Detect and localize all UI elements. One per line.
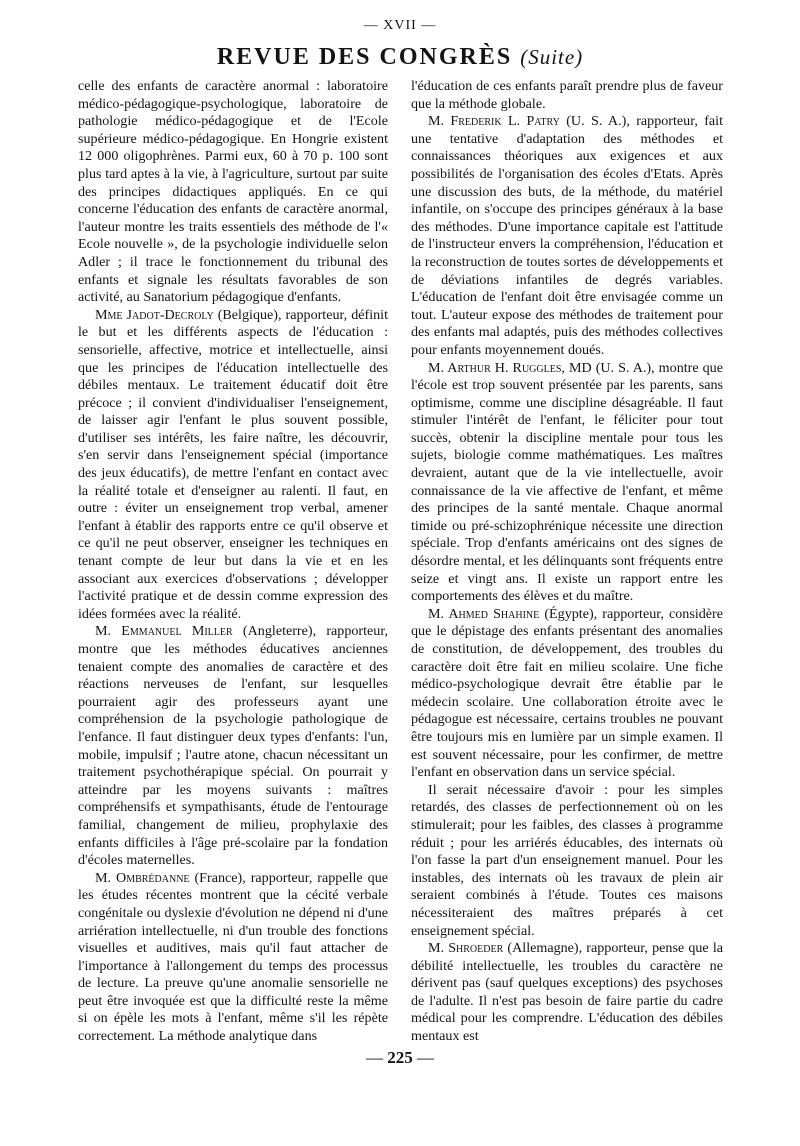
speaker-name: M. Arthur H. Ruggles [428,359,562,376]
paragraph-text: , MD (U. S. A.), montre que l'école est trop souvent présentée par les parents, sans optimisme, comme une discipline désagréable. Il faut stimuler l'intérêt de l'enfant, le féliciter pour tout succès, obtenir la discipline mentale pour tous les sujets, biologie comme mathématiques. Les maîtres devraient, autant que de la vie intellectuelle, avoir connaissance de la vie affective de l'enfant, et même des principes de la santé mentale. Chaque anormal timide ou pré-schizophrénique nécessite une direction spéciale. Trop d'enfants américains ont des signes de désordre mental, et les délinquants sont fréquents entre seize et vingt ans. Il existe un rapport entre les comportements des élèves et du maître. [411,359,723,605]
running-head [0,44,800,71]
paragraph [411,360,723,606]
right-column [411,78,723,1046]
folio-dash-left: — [366,1048,388,1067]
page-folio [0,1048,800,1068]
paragraph [78,623,388,869]
speaker-name: M. Emmanuel Miller [95,623,233,640]
paragraph-text: (Angleterre), rapporteur, montre que les méthodes éducatives anciennes tenaient compte des anomalies de caractère et des réactions nerveuses de l'enfant, sur lesquelles pourraient agir des professeurs ayant une compréhension de la psychologie pathologique de l'enfance. Il faut distinguer deux types d'enfants: l'un, mobile, impulsif ; l'autre atone, chacun nécessitant un traitement psychothérapique spécial. On pourrait y atteindre par les moyens suivants : maîtres compréhensifs et sympathisants, étude de l'entourage familial, changement de milieu, prophylaxie des enfants difficiles à l'âge pré-scolaire par la fondation d'écoles maternelles. [78,623,388,869]
paragraph: celle des enfants de caractère anormal : laboratoire médico-pédagogique-psychologique, laboratoire de pathologie médico-pédagogique et de l'Ecole supérieure médico-pédagogique. En Hongrie existent 12 000 oligophrènes. Parmi eux, 60 à 70 p. 100 sont plus tard aptes à la vie, à l'agriculture, surtout par suite des principes didactiques appliqués. En ce qui concerne l'éducation des enfants de caractère anormal, l'auteur montre les traits essentiels des méthode de l'« Ecole nouvelle », de la psychologie individuelle selon Adler ; il trace le fonctionnement du tribunal des enfants et signale les résultats favorables de son activité, au Sanatorium pédagogique d'enfants. [78,78,388,306]
paragraph-text: (France), rapporteur, rappelle que les études récentes montrent que la cécité verbale congénitale ou dyslexie d'évolution ne dépend ni d'une arriération intellectuelle, ni d'un trouble des fonctions visuelles et auditives, mais qu'il faut attacher de l'importance à l'allongement du temps des processus de lecture. La preuve qu'une anomalie sensorielle ne peut être invoquée est que la difficulté reste la même si on épèle les mots à l'enfant, même s'il les répète correctement. La méthode analytique dans [78,869,388,1045]
paragraph [411,113,723,359]
paragraph [78,307,388,624]
speaker-name: M. Frederik L. Patry [428,113,560,130]
running-head-suite: (Suite) [520,45,584,69]
speaker-name: Mme Jadot-Decroly [95,306,214,323]
paragraph: l'éducation de ces enfants paraît prendre plus de faveur que la méthode globale. [411,78,723,112]
paragraph-text: (Égypte), rapporteur, considère que le dépistage des enfants présentant des anomalies de constitution, de développement, des troubles du caractère doit être fait en milieu scolaire. Une fiche médico-psychologique devrait être établie par le médecin scolaire. Une collaboration étroite avec le pédagogue est nécessaire, certains troubles ne pouvant être toujours mis en lumière par un simple examen. Il est souvent nécessaire, pour les confirmer, de mettre l'enfant en observation dans un service spécial. [411,605,724,781]
paragraph: Il serait nécessaire d'avoir : pour les simples retardés, des classes de perfectionnement où on les stimulerait; pour les faibles, des classes à programme réduit ; pour les arriérés éducables, des internats où l'on fasse la part d'un enseignement manuel. Pour les instables, des internats où les travaux de plein air seraient combinés à l'étude. Toutes ces maisons nécessiteraient des maîtres préparés à cet enseignement spécial. [411,781,723,939]
paragraph [411,606,723,782]
speaker-name: M. Ombrédanne [95,869,190,886]
paragraph [78,870,388,1046]
paragraph-text: (U. S. A.), rapporteur, fait une tentative d'adaptation des méthodes et connaissances théoriques aux exigences et aux possibilités de l'organisation des écoles d'Etats. Après une discussion des buts, de la méthode, du matériel infantile, on s'occupe des principes généraux à la base des méthodes. D'une importance capitale est l'attitude de l'instructeur envers la compréhension, l'éducation et la reconstruction de toutes sortes de développements et de déviations infantiles de degrés variables. L'éducation de l'enfant doit être envisagée comme un tout. L'auteur expose des méthodes de traitement pour des enfants mal adaptés, puis des méthodes collectives pour enfants moyennement doués. [411,113,724,358]
speaker-name: M. Ahmed Shahine [428,605,540,622]
paragraph-text: (Allemagne), rapporteur, pense que la débilité intellectuelle, les troubles du caractère ne dérivent pas (sauf quelques exceptions) des psychoses de l'adulte. Il n'est pas besoin de faire partie du cadre médical pour les comprendre. L'éducation des débiles mentaux est [411,940,723,1045]
paragraph-text: (Belgique), rapporteur, définit le but et les différents aspects de l'éducation : sensorielle, affective, motrice et intellectuelle, ainsi que les principes de l'éducation intellectuelle des débiles mentaux. Le traitement éducatif doit être précoce ; il convient d'individualiser l'enseignement, de laisser agir l'enfant le plus souvent possible, d'utiliser ses intérêts, les faire naître, les découvrir, s'en servir dans l'enseignement spécial (importance des jeux éducatifs), de mettre l'enfant en contact avec la réalité totale et d'enseigner au ralenti. Il faut, en outre : éviter un enseignement trop verbal, amener l'enfant à établir des rapports entre ce qu'il observe et ce qu'il ne peut observer, enseigner les techniques en tenant compte de leur but dans la vie et en les associant aux exercices d'observations ; développer l'activité pratique et de dessin comme expression des idées formées avec la réalité. [78,306,388,622]
left-column [78,78,388,1046]
speaker-name: M. Shroeder [428,940,504,957]
running-head-title: REVUE DES CONGRÈS [216,44,513,70]
roman-page-number: — XVII — [363,18,437,33]
paragraph [411,940,723,1046]
folio-number: 225 [387,1048,413,1067]
folio-dash-right: — [412,1048,434,1067]
